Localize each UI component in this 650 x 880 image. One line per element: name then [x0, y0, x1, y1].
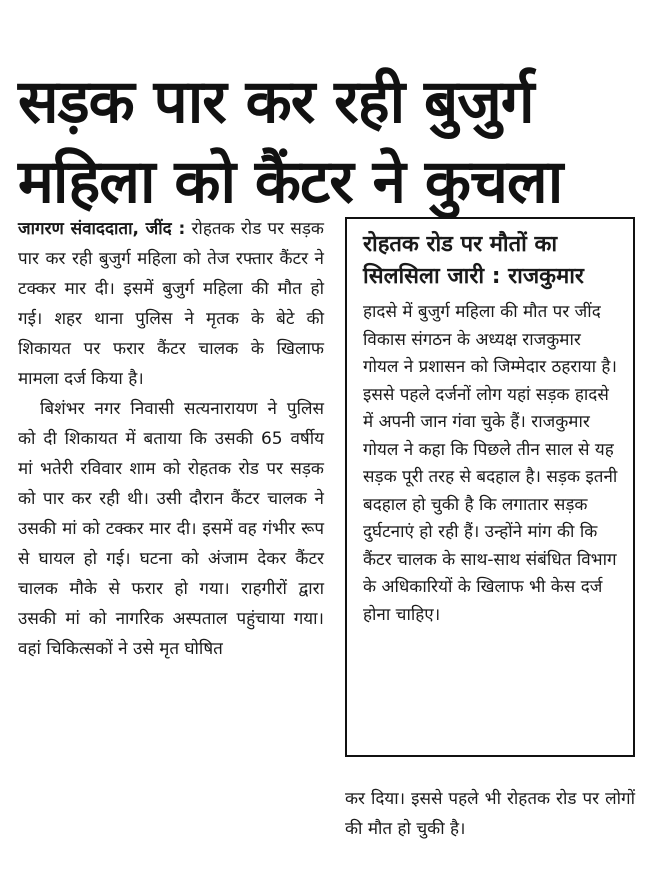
- article-continuation: कर दिया। इससे पहले भी रोहतक रोड पर लोगों की मौत हो चुकी है।: [345, 789, 635, 839]
- article-paragraph-1-text: रोहतक रोड पर सड़क पार कर रही बुजुर्ग महिला को तेज रफ्तार कैंटर ने टक्कर मार दी। इसमें बुजुर्ग महिला की मौत हो गई। शहर थाना पुलिस ने मृतक के बेटे की शिकायत पर फरार कैंटर चालक के खिलाफ मामला दर्ज किया है।: [18, 219, 324, 389]
- article-column: [18, 214, 324, 664]
- article-paragraph-1: [18, 214, 324, 394]
- byline: जागरण संवाददाता, जींद :: [18, 219, 186, 239]
- article-paragraph-2: बिशंभर नगर निवासी सत्यनारायण ने पुलिस को दी शिकायत में बताया कि उसकी 65 वर्षीय मां भतेरी रविवार शाम को रोहतक रोड पर सड़क को पार कर रही थी। उसी दौरान कैंटर चालक ने उसकी मां को टक्कर मार दी। इसमें वह गंभीर रूप से घायल हो गई। घटना को अंजाम देकर कैंटर चालक मौके से फरार हो गया। राहगीरों द्वारा उसकी मां को नागरिक अस्पताल पहुंचाया गया। वहां चिकित्सकों ने उसे मृत घोषित: [18, 399, 324, 659]
- sidebar-box: [345, 217, 635, 757]
- sidebar-body: हादसे में बुजुर्ग महिला की मौत पर जींद विकास संगठन के अध्यक्ष राजकुमार गोयल ने प्रशासन को जिम्मेदार ठहराया है। इससे पहले दर्जनों लोग यहां सड़क हादसे में अपनी जान गंवा चुके हैं। राजकुमार गोयल ने कहा कि पिछले तीन साल से यह सड़क पूरी तरह से बदहाल है। सड़क इतनी बदहाल हो चुकी है कि लगातार सड़क दुर्घटनाएं हो रही हैं। उन्होंने मांग की कि कैंटर चालक के साथ-साथ संबंधित विभाग के अधिकारियों के खिलाफ भी केस दर्ज होना चाहिए।: [363, 302, 618, 625]
- headline: सड़क पार कर रही बुजुर्ग महिला को कैंटर ने कुचला: [18, 67, 563, 218]
- sidebar-title: रोहतक रोड पर मौतों का सिलसिला जारी : राजकुमार: [363, 232, 584, 289]
